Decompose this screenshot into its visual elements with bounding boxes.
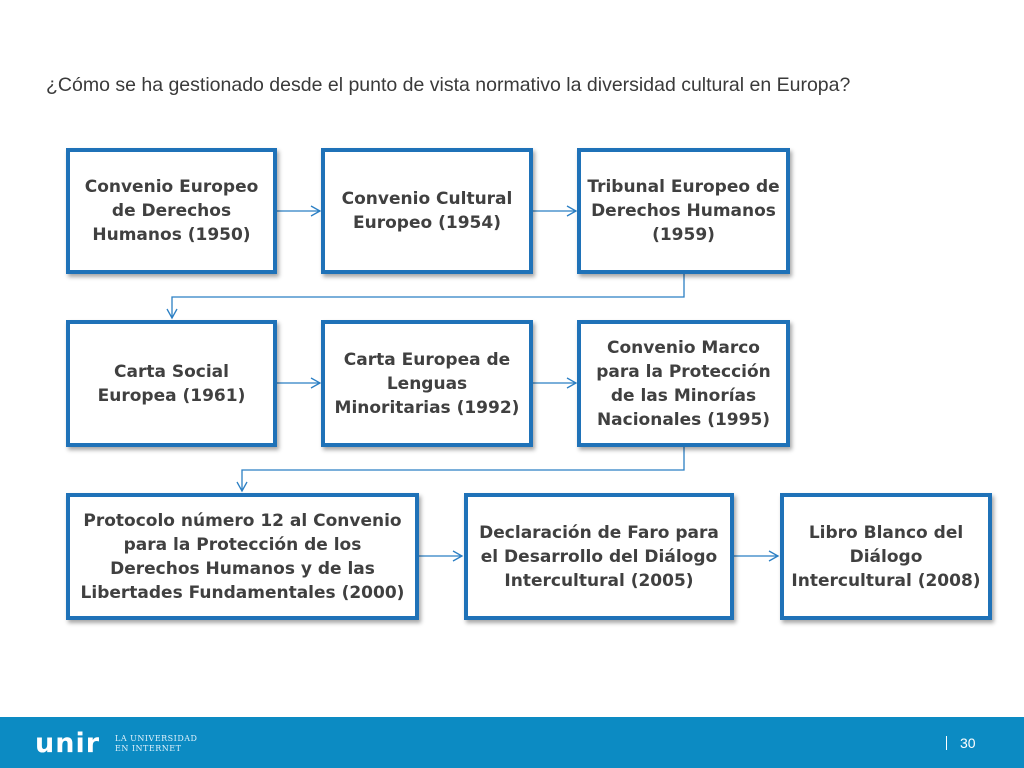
node-label: Libro Blanco del Diálogo Intercultural (2008): [791, 522, 981, 591]
node-convenio-marco-minorias-nacionales: [577, 320, 790, 447]
slide-title: ¿Cómo se ha gestionado desde el punto de vista normativo la diversidad cultural en Europa?: [46, 74, 851, 96]
node-carta-social-europea: [66, 320, 277, 447]
node-carta-europea-lenguas-minoritarias: [321, 320, 533, 447]
node-label: Protocolo número 12 al Convenio para la Protección de los Derechos Humanos y de las Libertades Fundamentales (2000): [80, 510, 405, 603]
node-label: Carta Social Europea (1961): [97, 361, 246, 406]
node-libro-blanco-dialogo-intercultural: [780, 493, 992, 620]
node-tribunal-europeo-derechos-humanos: [577, 148, 790, 274]
node-label: Tribunal Europeo de Derechos Humanos (1959): [587, 177, 780, 245]
connector-3-4: [172, 274, 684, 318]
page-number: 30: [960, 735, 976, 751]
logo-tagline: [115, 734, 197, 754]
node-label: Convenio Europeo de Derechos Humanos (1950): [84, 177, 259, 245]
footer-bar: [0, 717, 1024, 768]
node-convenio-cultural-europeo: [321, 148, 533, 274]
node-label: Convenio Cultural Europeo (1954): [341, 189, 513, 233]
node-label: Declaración de Faro para el Desarrollo del Diálogo Intercultural (2005): [479, 522, 719, 591]
node-convenio-europeo-derechos-humanos: [66, 148, 277, 274]
tagline-line-1: LA UNIVERSIDAD: [115, 734, 198, 743]
page-number-separator: [946, 736, 947, 750]
unir-logo: unir: [35, 728, 101, 759]
connector-6-7: [242, 447, 684, 491]
node-label: Convenio Marco para la Protección de las Minorías Nacionales (1995): [596, 337, 771, 430]
tagline-line-2: EN INTERNET: [115, 744, 182, 753]
node-declaracion-de-faro: [464, 493, 734, 620]
node-protocolo-numero-12: [66, 493, 419, 620]
node-label: Carta Europea de Lenguas Minoritarias (1992): [334, 349, 520, 418]
